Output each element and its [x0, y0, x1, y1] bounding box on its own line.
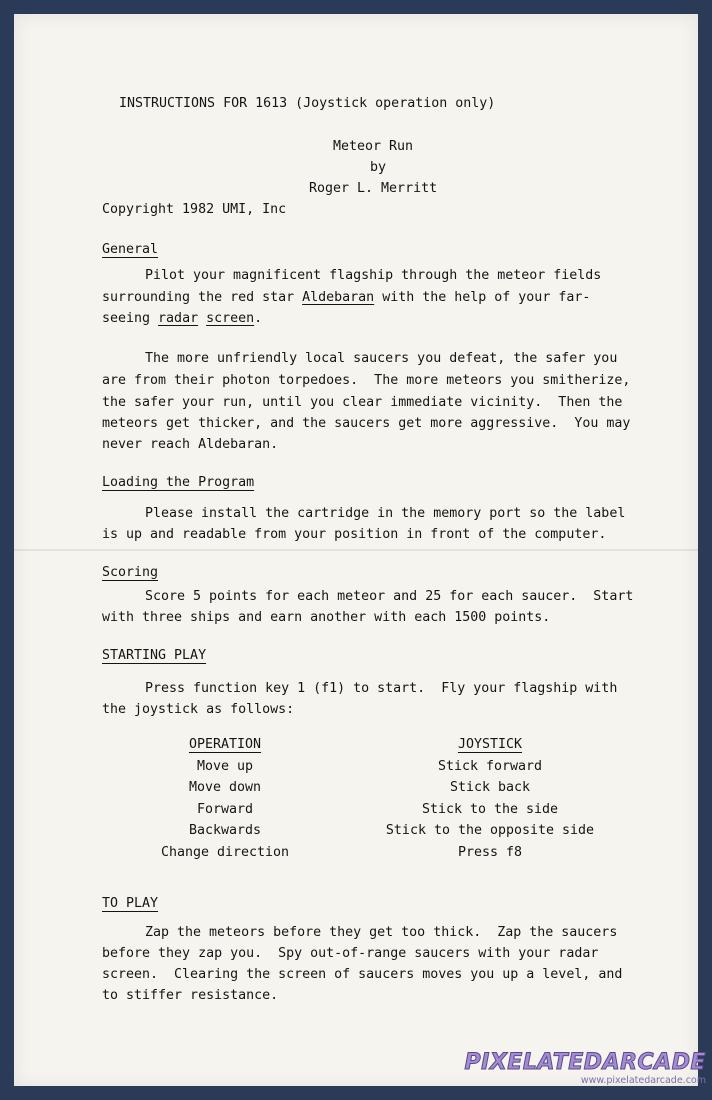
by-text: by: [370, 160, 387, 175]
aldebaran-underlined: Aldebaran: [302, 290, 375, 305]
starting-play-heading: STARTING PLAY: [102, 648, 207, 663]
scoring-heading: Scoring: [102, 565, 159, 580]
joystick-item: Stick back: [449, 780, 531, 795]
loading-line: is up and readable from your position in front of the computer.: [102, 527, 607, 542]
text-segment: surrounding the red star: [102, 290, 303, 305]
operation-item: Move down: [188, 780, 262, 795]
general-p1-line1: Pilot your magnificent flagship through the meteor fields: [145, 268, 602, 283]
general-heading: General: [102, 242, 159, 257]
operation-item: Forward: [196, 801, 254, 817]
general-p2-line: the safer your run, until you clear immediate vicinity. Then the: [102, 395, 623, 410]
to-play-line: Zap the meteors before they get too thick. Zap the saucers: [145, 925, 618, 940]
instructions-title: INSTRUCTIONS FOR 1613 (Joystick operation only): [119, 96, 496, 111]
starting-line: the joystick as follows:: [102, 702, 295, 717]
to-play-line: before they zap you. Spy out-of-range saucers with your radar: [102, 946, 599, 961]
joystick-item: Stick to the opposite side: [385, 823, 595, 838]
watermark-brand: PIXELATEDARCADE: [464, 1050, 706, 1075]
operation-column: [145, 734, 305, 863]
joystick-item: Stick forward: [437, 758, 543, 774]
scoring-line: Score 5 points for each meteor and 25 for each saucer. Start: [145, 589, 634, 604]
general-p2-line: never reach Aldebaran.: [102, 437, 279, 452]
text-segment: .: [254, 311, 263, 326]
to-play-line: screen. Clearing the screen of saucers moves you up a level, and: [102, 967, 623, 982]
joystick-item: Press f8: [457, 844, 523, 860]
screen-underlined: screen: [206, 311, 255, 326]
game-name: Meteor Run: [333, 139, 414, 154]
general-p1-line3: [102, 308, 262, 330]
general-p2-line: meteors get thicker, and the saucers get more aggressive. You may: [102, 416, 631, 431]
text-segment: with the help of your far-: [374, 290, 591, 305]
to-play-heading: TO PLAY: [102, 896, 159, 911]
joystick-item: Stick to the side: [421, 801, 559, 817]
to-play-line: to stiffer resistance.: [102, 988, 279, 1003]
operation-item: Change direction: [160, 844, 290, 860]
loading-line: Please install the cartridge in the memory port so the label: [145, 506, 626, 521]
copyright-text: Copyright 1982 UMI, Inc: [102, 202, 287, 217]
joystick-column: [350, 734, 630, 863]
loading-heading: Loading the Program: [102, 475, 255, 490]
general-p2-line: The more unfriendly local saucers you defeat, the safer you: [145, 351, 618, 366]
operation-header: OPERATION: [188, 737, 262, 752]
operation-item: Backwards: [188, 823, 262, 838]
watermark-url: www.pixelatedarcade.com: [580, 1075, 706, 1086]
author-name: Roger L. Merritt: [309, 181, 438, 196]
general-p2-line: are from their photon torpedoes. The more meteors you smitherize,: [102, 373, 631, 388]
radar-underlined: radar: [158, 311, 199, 326]
operation-item: Move up: [196, 758, 254, 774]
general-p1-line2: [102, 287, 590, 309]
watermark: [465, 1052, 706, 1086]
text-segment: seeing: [102, 311, 159, 326]
scoring-line: with three ships and earn another with each 1500 points.: [102, 610, 551, 625]
text-segment: [198, 311, 206, 326]
starting-line: Press function key 1 (f1) to start. Fly your flagship with: [145, 681, 618, 696]
joystick-header: JOYSTICK: [457, 737, 523, 752]
